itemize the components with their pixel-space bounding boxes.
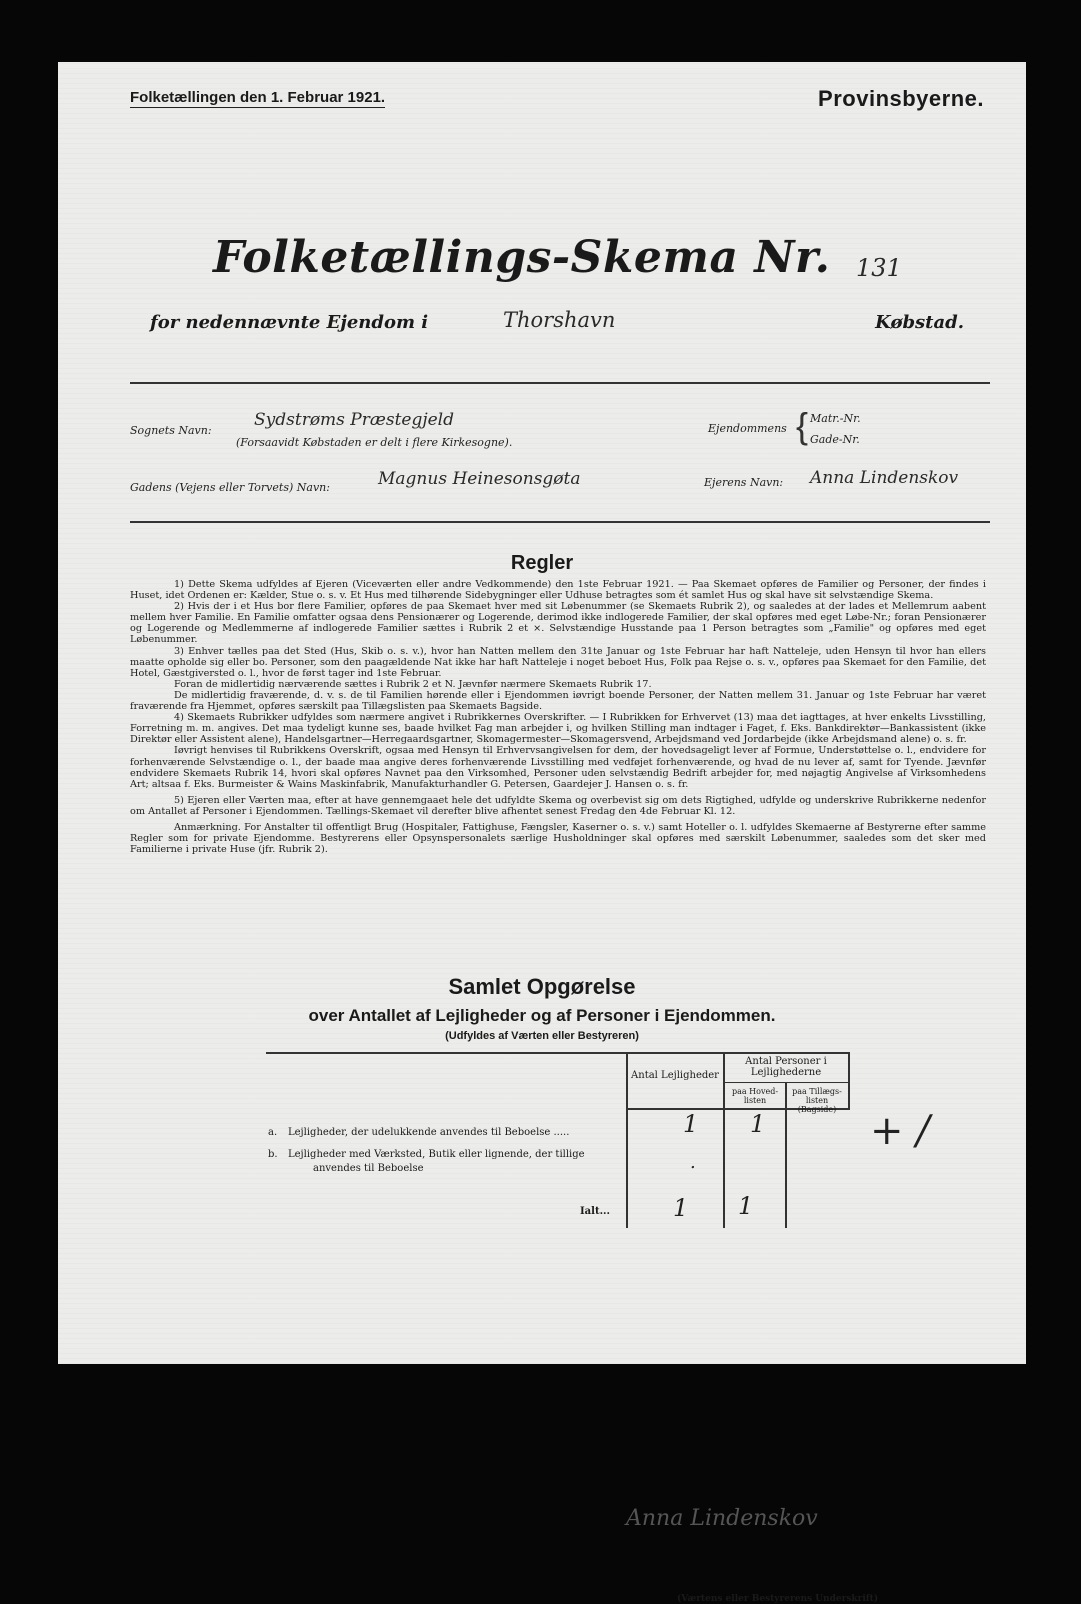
sogn-label: Sognets Navn: bbox=[130, 424, 212, 437]
form-subtitle: for nedennævnte Ejendom i bbox=[150, 312, 429, 333]
ejer-label: Ejerens Navn: bbox=[704, 476, 784, 489]
sogn-value: Sydstrøms Præstegjeld bbox=[254, 410, 454, 430]
samlet-subtitle: over Antallet af Lejligheder og af Personer i Ejendommen. bbox=[308, 1006, 776, 1025]
divider-top bbox=[130, 382, 990, 384]
samlet-title: Samlet Opgørelse bbox=[448, 974, 636, 999]
table-col-line-2 bbox=[723, 1052, 725, 1228]
samlet-note: (Udfyldes af Værten eller Bestyreren) bbox=[445, 1030, 639, 1042]
regler-paragraph-1: 1) Dette Skema udfyldes af Ejeren (Viceværten eller andre Vedkommende) den 1ste Februar 1921. — Paa Skemaet opføres de Familier og Personer, der findes i Huset, idet Ordenen er: Kælder, Stue o. s. v. Et Hus med tilhørende Sidebygninger eller Udhuse betragtes som ét samlet Hus og skal have sit selvstændige Skema. bbox=[130, 579, 986, 602]
gade-name-label: Gadens (Vejens eller Torvets) Navn: bbox=[130, 481, 330, 494]
row-a-antal: 1 bbox=[683, 1110, 699, 1138]
row-ialt-label: Ialt... bbox=[580, 1206, 611, 1217]
regler-paragraph-3: 3) Enhver tælles paa det Sted (Hus, Skib o. s. v.), hvor han Natten mellem den 31te Januar og 1ste Februar har haft Natteleje, uden Hensyn til hvor han ellers maatte opholde sig eller bo. Personer, som den paagældende Nat ikke har haft Natteleje i noget beboet Hus, Folk paa Rejse o. s. v., opføres paa Skemaet for den Familie, det Hotel, Gæstgiversted o. l., hvor de først tager ind 1ste Februar. bbox=[130, 645, 986, 679]
col-antal-lejligheder: Antal Lejligheder bbox=[631, 1070, 719, 1081]
table-top-border bbox=[266, 1052, 848, 1054]
regler-anmaerkning: Anmærkning. For Anstalter til offentligt Brug (Hospitaler, Fattighuse, Fængsler, Kaserner o. s. v.) samt Hoteller o. l. udfyldes Skemaerne af Bestyrerne efter samme Regler som for private Ejendomme. Bestyrerens eller Opsynspersonalets særlige Husholdninger skal opføres med særskilt Løbenummer, saaledes som det sker med Familierne i private Huse (jfr. Rubrik 2). bbox=[130, 821, 986, 856]
regler-paragraph-2: 2) Hvis der i et Hus bor flere Familier, opføres de paa Skemaet hver med sit Løbenummer (se Skemaets Rubrik 2), og saaledes at der lades et Mellemrum aabent mellem hver Familie. En Familie omfatter ogsaa dens Pensionærer og Logerende, derimod ikke indlogerede Familier, der skal opføres med eget Løbe-Nr.; foran Pensionærer og Logerende og Medlemmerne af indlogerede Familier sættes i Rubrik 2 et ×. Selvstændige Husstande paa 1 Person betragtes som „Familie" og opføres med eget Løbenummer. bbox=[130, 601, 986, 646]
row-a-hoved: 1 bbox=[750, 1110, 766, 1138]
regler-paragraph-3b: Foran de midlertidig nærværende sættes i Rubrik 2 et N. Jævnfør nærmere Skemaets Rubrik 17. bbox=[174, 678, 652, 690]
margin-mark: + / bbox=[870, 1108, 930, 1154]
city-name: Thorshavn bbox=[503, 308, 616, 332]
sogn-note: (Forsaavidt Købstaden er delt i flere Kirkesogne). bbox=[236, 436, 513, 449]
regler-paragraph-3c: De midlertidig fraværende, d. v. s. de til Familien hørende eller i Ejendommen iøvrigt boende Personer, der Natten mellem 31. Januar og 1ste Februar har været fraværende fra Hjemmet, opføres særskilt paa Tillægslisten paa Skemaets Bagside. bbox=[130, 689, 986, 713]
row-ialt-antal: 1 bbox=[673, 1194, 689, 1222]
regler-text bbox=[130, 579, 986, 855]
ejendom-brace: { bbox=[796, 405, 809, 446]
kobstad-label: Købstad. bbox=[875, 312, 964, 333]
census-form-sheet bbox=[58, 62, 1026, 1604]
regler-paragraph-4b: Iøvrigt henvises til Rubrikkens Overskrift, ogsaa med Hensyn til Erhvervsangivelsen for dem, der hovedsageligt lever af Formue, Understøttelse o. l., endvidere for forhenværende Selvstændige o. l., der baade maa angive deres forhenværende Livsstilling med vedføjet forhenværende, og hvad de nu lever af, samt for Tyende. Jævnfør endvidere Skemaets Rubrik 14, hvori skal opføres Navnet paa den Virksomhed, Personer uden selvstændig Bedrift arbejder for, med nøjagtig Angivelse af Virksomhedens Art; altsaa f. Eks. Burmeister & Wains Maskinfabrik, Manufakturhandler G. Petersen, Gaardejer J. Hansen o. s. fr. bbox=[130, 745, 986, 790]
gade-name-value: Magnus Heinesonsgøta bbox=[378, 469, 581, 489]
col-hovedlisten: paa Hoved-listen bbox=[731, 1087, 779, 1105]
regler-paragraph-4: 4) Skemaets Rubrikker udfyldes som nærmere angivet i Rubrikkernes Overskrifter. — I Rubrikken for Erhvervet (13) maa det iagttages, at hver enkelts Livsstilling, Forretning m. m. angives. Det maa tydeligt kunne ses, baade hvilket Fag man arbejder i, og hvilken Stilling man indtager i Faget, f. Eks. Bankdirektør—Bankassistent (ikke Direktør eller Assistent alene), Handelsgartner—Herregaardsgartner, Skomagermester—Skomagersvend, Arbejdsmand ved Jordarbejde (ikke Arbejdsmand alene) o. s. fr. bbox=[130, 712, 986, 746]
header-census-date: Folketællingen den 1. Februar 1921. bbox=[130, 89, 386, 106]
regler-title: Regler bbox=[510, 552, 574, 574]
form-number: 131 bbox=[856, 254, 902, 282]
matr-label: Matr.-Nr. bbox=[810, 412, 861, 425]
row-a-label: Lejligheder, der udelukkende anvendes til Beboelse ..... bbox=[288, 1127, 570, 1138]
signature-handwritten: Anna Lindenskov bbox=[626, 1506, 818, 1531]
row-b-label-2: anvendes til Beboelse bbox=[313, 1163, 424, 1174]
regler-paragraph-5: 5) Ejeren eller Værten maa, efter at have gennemgaaet hele det udfyldte Skema og overbevist sig om dets Rigtighed, udfylde og underskrive Rubrikkerne nedenfor om Antallet af Personer i Ejendommen. Tællings-Skemaet vil derefter blive afhentet senest Fredag den 4de Februar Kl. 12. bbox=[130, 794, 986, 817]
col-antal-personer: Antal Personer i Lejlighederne bbox=[745, 1056, 827, 1078]
row-a-letter: a. bbox=[268, 1127, 278, 1138]
ejendom-label: Ejendommens bbox=[708, 422, 787, 435]
row-b-label-1: Lejligheder med Værksted, Butik eller lignende, der tillige bbox=[288, 1149, 585, 1160]
header-province: Provinsbyerne. bbox=[818, 86, 984, 111]
table-col-line-4 bbox=[848, 1052, 850, 1110]
form-title: Folketællings-Skema Nr. bbox=[213, 232, 831, 283]
ejer-value: Anna Lindenskov bbox=[810, 468, 959, 488]
row-b-antal: . bbox=[690, 1152, 696, 1173]
table-subheader-line bbox=[724, 1082, 848, 1083]
signature-caption: (Værtens eller Bestyrerens Underskrift) bbox=[677, 1594, 879, 1604]
col-tillaegslisten: paa Tillægs-listen (Bagside) bbox=[792, 1087, 842, 1114]
row-ialt-hoved: 1 bbox=[738, 1192, 754, 1220]
divider-middle bbox=[130, 521, 990, 523]
row-b-letter: b. bbox=[268, 1149, 278, 1160]
gade-nr-label: Gade-Nr. bbox=[810, 433, 860, 446]
